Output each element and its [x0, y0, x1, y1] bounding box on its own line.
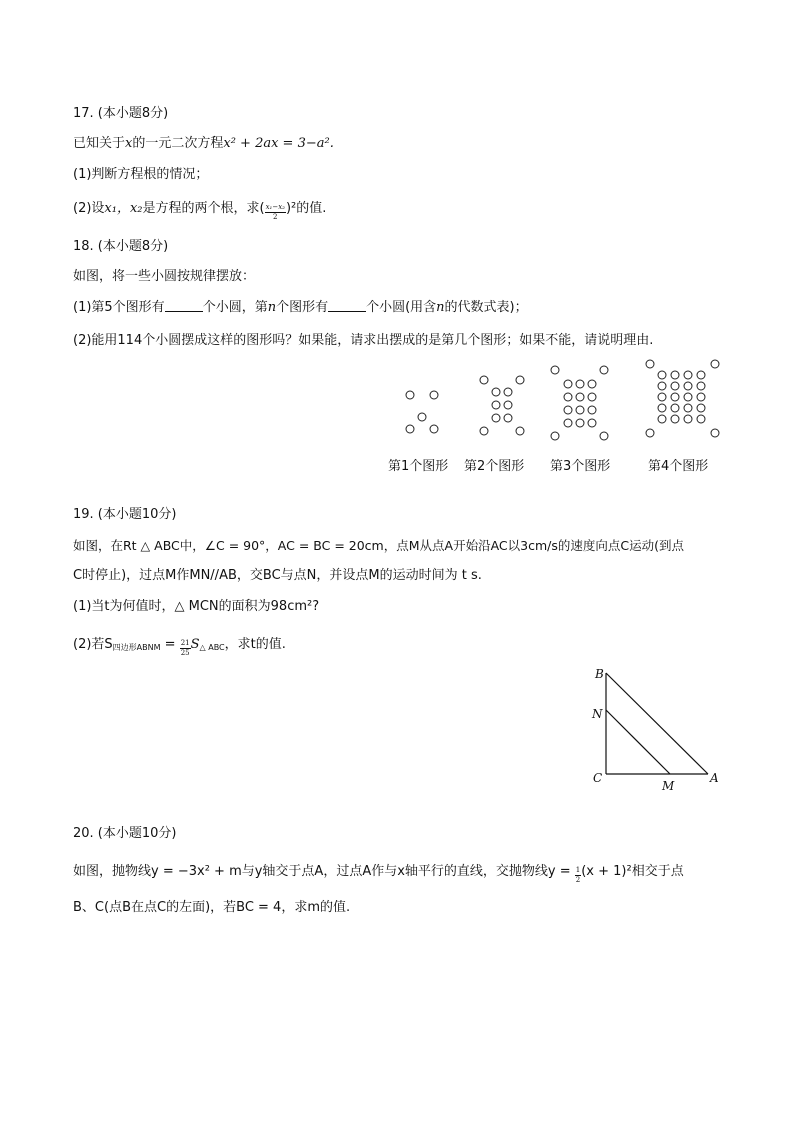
q19-line1: 如图，在Rt △ ABC中，∠C = 90°，AC = BC = 20cm，点M从点A开始沿AC以3cm/s的速度向点C运动(到点 [73, 538, 684, 553]
pattern-figure-2 [480, 376, 524, 435]
q20-line1 [73, 863, 684, 885]
q19-frac-den: 25 [180, 649, 190, 657]
q17-intro-text-a: 已知关于 [73, 136, 126, 151]
q19-part2 [73, 636, 286, 658]
q17-intro-text-b: 的一元二次方程 [132, 136, 224, 151]
q18-part1-b: 个小圆，第 [202, 300, 268, 315]
q18-part1-c: 个图形有 [276, 300, 329, 315]
q20-header: 20. (本小题10分) [73, 826, 177, 841]
caption-figure-4: 第4个图形 [648, 459, 709, 474]
q19-fraction [180, 639, 191, 658]
label-M: M [662, 779, 675, 793]
q17-part2-b: 是方程的两个根，求( [142, 201, 265, 216]
caption-figure-1: 第1个图形 [388, 459, 449, 474]
q17-frac-num: x₁−x₂ [265, 203, 285, 211]
q17-var-x: x [125, 136, 133, 151]
q18-part2: (2)能用114个小圆摆成这样的图形吗？如果能，请求出摆成的是第几个图形；如果不能，请说明理由. [73, 333, 654, 348]
q17-header: 17. (本小题8分) [73, 106, 169, 121]
q20-line2: B、C(点B在点C的左面)，若BC = 4，求m的值. [73, 900, 351, 915]
segment-MN [606, 710, 670, 774]
q19-part2-sub2: △ ABC [199, 643, 225, 652]
q17-part2-a: (2)设 [73, 201, 105, 216]
side-AB [606, 673, 708, 774]
pattern-figure-1 [406, 391, 438, 433]
q18-var-n: n [267, 300, 277, 315]
q19-part2-c: ，求t的值. [224, 637, 286, 652]
q19-line2: C时停止)，过点M作MN//AB，交BC与点N，并设点M的运动时间为 t s. [73, 568, 482, 583]
q19-part1: (1)当t为何值时，△ MCN的面积为98cm²? [73, 599, 320, 614]
q18-header: 18. (本小题8分) [73, 239, 169, 254]
q19-part2-s: S [190, 637, 200, 652]
q19-part2-a: (2)若S [73, 637, 113, 652]
q20-frac-num: 1 [575, 866, 581, 874]
label-N: N [592, 707, 603, 721]
caption-figure-2: 第2个图形 [464, 459, 525, 474]
q20-line1-a: 如图，抛物线y = −3x² + m与y轴交于点A，过点A作与x轴平行的直线，交抛物线y = [73, 864, 575, 879]
label-C: C [593, 771, 603, 785]
q17-part2-c: )²的值. [285, 201, 327, 216]
pattern-figure-4 [646, 360, 719, 437]
caption-figure-3: 第3个图形 [550, 459, 611, 474]
q19-header: 19. (本小题10分) [73, 507, 177, 522]
q19-part2-sub: 四边形ABNM [112, 643, 161, 652]
q18-part1-a: (1)第5个图形有 [73, 300, 165, 315]
q18-part1-d: 个小圆(用含 [366, 300, 437, 315]
q18-part1-e: 的代数式表)； [444, 300, 528, 315]
q18-var-n-2: n [436, 300, 445, 315]
q20-frac-den: 2 [575, 876, 581, 884]
triangle-diagram [606, 673, 708, 774]
q19-frac-num: 21 [180, 639, 190, 647]
q18-intro: 如图，将一些小圆按规律摆放： [73, 269, 256, 284]
q20-line1-b: (x + 1)²相交于点 [581, 864, 684, 879]
pattern-figure-3 [551, 366, 608, 440]
label-A: A [710, 771, 719, 785]
circle-pattern-figures [406, 360, 719, 440]
q17-part2-vars: x₁，x₂ [104, 201, 143, 216]
q17-equation: x² + 2ax = 3−a². [223, 136, 334, 151]
q17-part1: (1)判断方程根的情况； [73, 167, 209, 182]
q17-frac-den: 2 [273, 213, 278, 221]
q19-part2-eq: = [160, 637, 180, 652]
label-B: B [595, 667, 604, 681]
